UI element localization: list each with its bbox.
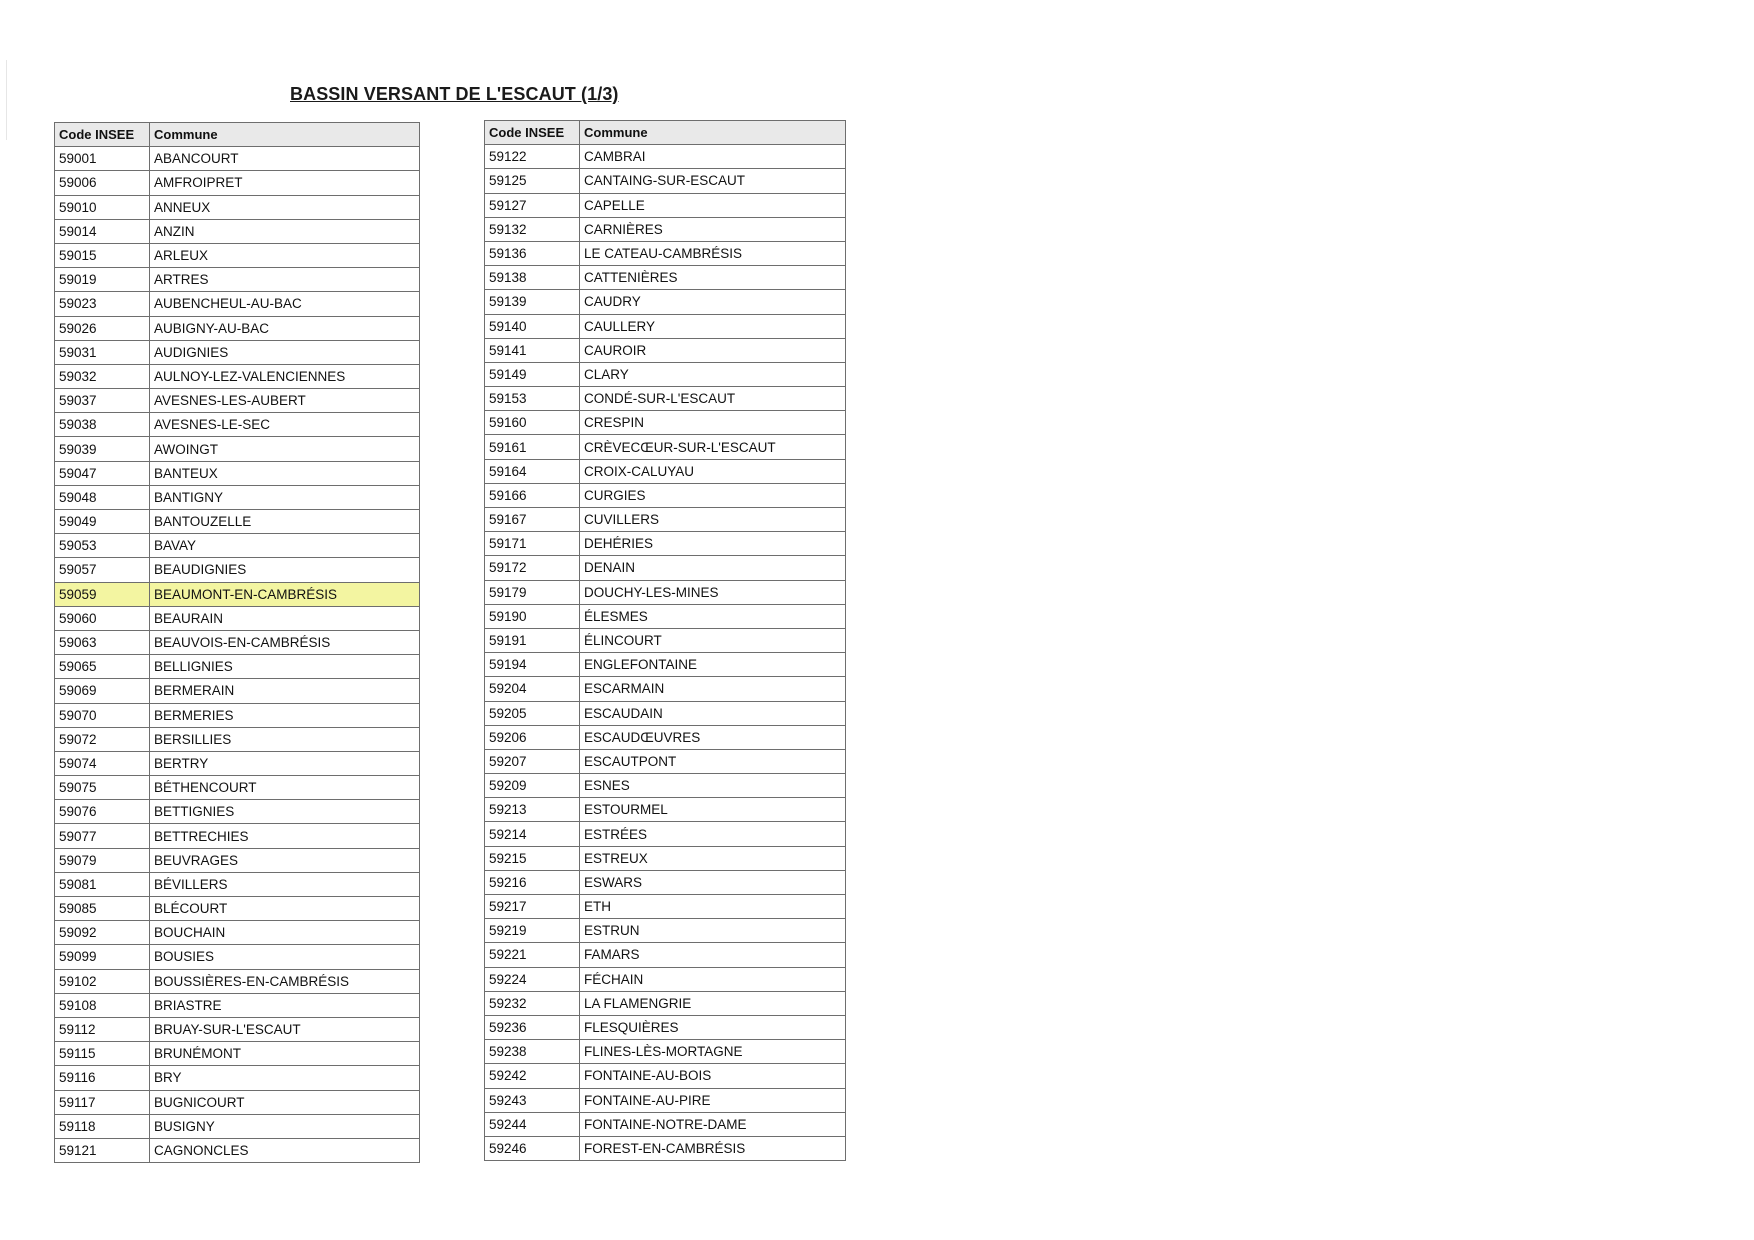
commune-cell: BUGNICOURT [150, 1090, 420, 1114]
table-row [485, 314, 846, 338]
code-insee-cell: 59141 [485, 338, 580, 362]
commune-cell: ESWARS [580, 870, 846, 894]
table-row [55, 292, 420, 316]
commune-cell: BOUCHAIN [150, 921, 420, 945]
table-row [55, 147, 420, 171]
code-insee-cell: 59216 [485, 870, 580, 894]
code-insee-cell: 59209 [485, 774, 580, 798]
code-insee-cell: 59015 [55, 243, 150, 267]
commune-cell: CANTAING-SUR-ESCAUT [580, 169, 846, 193]
table-row [485, 145, 846, 169]
commune-cell: AUBIGNY-AU-BAC [150, 316, 420, 340]
commune-cell: BERMERIES [150, 703, 420, 727]
code-insee-cell: 59166 [485, 483, 580, 507]
commune-cell: AULNOY-LEZ-VALENCIENNES [150, 364, 420, 388]
table-row [55, 1066, 420, 1090]
table-row [55, 655, 420, 679]
table-row [485, 217, 846, 241]
code-insee-cell: 59069 [55, 679, 150, 703]
table-row [55, 824, 420, 848]
commune-cell: BEUVRAGES [150, 848, 420, 872]
scan-edge-mark [6, 60, 7, 140]
code-insee-cell: 59116 [55, 1066, 150, 1090]
commune-cell: BERTRY [150, 751, 420, 775]
commune-cell: AVESNES-LE-SEC [150, 413, 420, 437]
table-row [55, 993, 420, 1017]
code-insee-cell: 59074 [55, 751, 150, 775]
table-row [485, 967, 846, 991]
table-row [485, 459, 846, 483]
code-insee-cell: 59117 [55, 1090, 150, 1114]
commune-cell: AMFROIPRET [150, 171, 420, 195]
commune-cell: BRUNÉMONT [150, 1042, 420, 1066]
commune-cell: BELLIGNIES [150, 655, 420, 679]
commune-cell: BUSIGNY [150, 1114, 420, 1138]
commune-cell: BERSILLIES [150, 727, 420, 751]
table-row [55, 461, 420, 485]
commune-cell: AUBENCHEUL-AU-BAC [150, 292, 420, 316]
commune-cell: CRÈVECŒUR-SUR-L'ESCAUT [580, 435, 846, 459]
commune-cell: ESCAUDŒUVRES [580, 725, 846, 749]
code-insee-cell: 59164 [485, 459, 580, 483]
table-row [485, 774, 846, 798]
table-row [485, 580, 846, 604]
commune-cell: BEAURAIN [150, 606, 420, 630]
communes-table-right [484, 120, 846, 1161]
code-insee-cell: 59065 [55, 655, 150, 679]
table-row [55, 1042, 420, 1066]
commune-cell: BOUSIES [150, 945, 420, 969]
commune-cell: CAGNONCLES [150, 1138, 420, 1162]
commune-cell: AWOINGT [150, 437, 420, 461]
table-row [485, 556, 846, 580]
code-insee-cell: 59047 [55, 461, 150, 485]
table-row [485, 870, 846, 894]
commune-cell: BANTIGNY [150, 485, 420, 509]
code-insee-cell: 59006 [55, 171, 150, 195]
code-insee-cell: 59149 [485, 362, 580, 386]
commune-cell: CARNIÈRES [580, 217, 846, 241]
commune-cell: DENAIN [580, 556, 846, 580]
commune-cell: FONTAINE-NOTRE-DAME [580, 1112, 846, 1136]
table-row [55, 437, 420, 461]
code-insee-cell: 59171 [485, 532, 580, 556]
commune-cell: BLÉCOURT [150, 897, 420, 921]
commune-cell: BANTEUX [150, 461, 420, 485]
commune-cell: CURGIES [580, 483, 846, 507]
table-row [55, 268, 420, 292]
commune-cell: ESTRÉES [580, 822, 846, 846]
code-insee-cell: 59115 [55, 1042, 150, 1066]
commune-cell: ESTREUX [580, 846, 846, 870]
table-row [55, 800, 420, 824]
commune-cell: ETH [580, 895, 846, 919]
code-insee-cell: 59172 [485, 556, 580, 580]
code-insee-cell: 59140 [485, 314, 580, 338]
communes-table-left-body [55, 147, 420, 1163]
table-row [485, 749, 846, 773]
code-insee-cell: 59167 [485, 508, 580, 532]
code-insee-cell: 59081 [55, 872, 150, 896]
code-insee-cell: 59213 [485, 798, 580, 822]
table-row [55, 848, 420, 872]
code-insee-cell: 59060 [55, 606, 150, 630]
table-row [55, 1114, 420, 1138]
code-insee-cell: 59127 [485, 193, 580, 217]
communes-table-left [54, 122, 420, 1163]
commune-cell: CLARY [580, 362, 846, 386]
code-insee-cell: 59014 [55, 219, 150, 243]
code-insee-cell: 59010 [55, 195, 150, 219]
code-insee-cell: 59112 [55, 1017, 150, 1041]
code-insee-cell: 59038 [55, 413, 150, 437]
commune-cell: BERMERAIN [150, 679, 420, 703]
commune-cell: ESCAUDAIN [580, 701, 846, 725]
commune-cell: ARLEUX [150, 243, 420, 267]
code-insee-cell: 59214 [485, 822, 580, 846]
page-title: BASSIN VERSANT DE L'ESCAUT (1/3) [290, 84, 619, 104]
table-row [485, 241, 846, 265]
code-insee-cell: 59238 [485, 1040, 580, 1064]
table-row [55, 727, 420, 751]
commune-cell: BRY [150, 1066, 420, 1090]
table-row [55, 945, 420, 969]
commune-cell: FLESQUIÈRES [580, 1015, 846, 1039]
table-header-row [485, 121, 846, 145]
commune-cell: CONDÉ-SUR-L'ESCAUT [580, 387, 846, 411]
table-row-highlighted [55, 582, 420, 606]
table-row [55, 510, 420, 534]
table-row [55, 703, 420, 727]
table-row [55, 969, 420, 993]
commune-cell: FLINES-LÈS-MORTAGNE [580, 1040, 846, 1064]
commune-cell: FÉCHAIN [580, 967, 846, 991]
table-row [485, 193, 846, 217]
table-row [485, 1015, 846, 1039]
commune-cell: ENGLEFONTAINE [580, 653, 846, 677]
commune-cell: CROIX-CALUYAU [580, 459, 846, 483]
commune-cell: BOUSSIÈRES-EN-CAMBRÉSIS [150, 969, 420, 993]
commune-cell: DEHÉRIES [580, 532, 846, 556]
code-insee-header: Code INSEE [55, 123, 150, 147]
code-insee-cell: 59246 [485, 1136, 580, 1160]
commune-cell: BETTIGNIES [150, 800, 420, 824]
code-insee-cell: 59161 [485, 435, 580, 459]
code-insee-cell: 59026 [55, 316, 150, 340]
code-insee-cell: 59217 [485, 895, 580, 919]
code-insee-cell: 59215 [485, 846, 580, 870]
commune-cell: ÉLINCOURT [580, 628, 846, 652]
table-row [55, 751, 420, 775]
table-row [485, 798, 846, 822]
commune-cell: CAPELLE [580, 193, 846, 217]
table-row [55, 921, 420, 945]
table-row [485, 895, 846, 919]
code-insee-cell: 59070 [55, 703, 150, 727]
commune-cell: BRIASTRE [150, 993, 420, 1017]
table-row [55, 897, 420, 921]
communes-table-right-body [485, 145, 846, 1161]
commune-cell: LA FLAMENGRIE [580, 991, 846, 1015]
code-insee-cell: 59037 [55, 389, 150, 413]
commune-cell: CRESPIN [580, 411, 846, 435]
code-insee-cell: 59206 [485, 725, 580, 749]
commune-cell: FAMARS [580, 943, 846, 967]
table-row [55, 1090, 420, 1114]
code-insee-cell: 59122 [485, 145, 580, 169]
table-row [55, 171, 420, 195]
code-insee-cell: 59232 [485, 991, 580, 1015]
table-header-row [55, 123, 420, 147]
table-row [485, 362, 846, 386]
code-insee-cell: 59132 [485, 217, 580, 241]
table-row [485, 991, 846, 1015]
code-insee-cell: 59092 [55, 921, 150, 945]
code-insee-cell: 59160 [485, 411, 580, 435]
commune-cell: ABANCOURT [150, 147, 420, 171]
table-row [485, 846, 846, 870]
code-insee-cell: 59108 [55, 993, 150, 1017]
table-row [55, 558, 420, 582]
table-row [485, 266, 846, 290]
code-insee-cell: 59179 [485, 580, 580, 604]
table-row [485, 411, 846, 435]
commune-cell: BETTRECHIES [150, 824, 420, 848]
table-row [55, 316, 420, 340]
code-insee-cell: 59023 [55, 292, 150, 316]
commune-cell: AUDIGNIES [150, 340, 420, 364]
code-insee-cell: 59243 [485, 1088, 580, 1112]
table-row [485, 822, 846, 846]
table-row [485, 532, 846, 556]
code-insee-cell: 59057 [55, 558, 150, 582]
table-row [55, 606, 420, 630]
commune-cell: BEAUVOIS-EN-CAMBRÉSIS [150, 630, 420, 654]
code-insee-header: Code INSEE [485, 121, 580, 145]
table-row [485, 483, 846, 507]
table-row [55, 413, 420, 437]
commune-cell: CAMBRAI [580, 145, 846, 169]
code-insee-cell: 59075 [55, 776, 150, 800]
code-insee-cell: 59099 [55, 945, 150, 969]
commune-cell: ÉLESMES [580, 604, 846, 628]
table-row [485, 1040, 846, 1064]
table-row [485, 1088, 846, 1112]
code-insee-cell: 59191 [485, 628, 580, 652]
code-insee-cell: 59194 [485, 653, 580, 677]
table-row [485, 290, 846, 314]
table-row [485, 1112, 846, 1136]
code-insee-cell: 59138 [485, 266, 580, 290]
commune-cell: CAUDRY [580, 290, 846, 314]
code-insee-cell: 59085 [55, 897, 150, 921]
code-insee-cell: 59019 [55, 268, 150, 292]
code-insee-cell: 59032 [55, 364, 150, 388]
code-insee-cell: 59219 [485, 919, 580, 943]
commune-cell: FONTAINE-AU-BOIS [580, 1064, 846, 1088]
table-row [55, 776, 420, 800]
code-insee-cell: 59063 [55, 630, 150, 654]
commune-cell: BANTOUZELLE [150, 510, 420, 534]
commune-cell: CUVILLERS [580, 508, 846, 532]
commune-cell: BÉVILLERS [150, 872, 420, 896]
table-row [55, 364, 420, 388]
code-insee-cell: 59102 [55, 969, 150, 993]
code-insee-cell: 59053 [55, 534, 150, 558]
code-insee-cell: 59039 [55, 437, 150, 461]
table-row [485, 725, 846, 749]
commune-cell: ESNES [580, 774, 846, 798]
table-row [485, 653, 846, 677]
code-insee-cell: 59153 [485, 387, 580, 411]
table-row [55, 243, 420, 267]
commune-header: Commune [150, 123, 420, 147]
commune-cell: LE CATEAU-CAMBRÉSIS [580, 241, 846, 265]
commune-cell: ANNEUX [150, 195, 420, 219]
commune-cell: CAULLERY [580, 314, 846, 338]
table-row [485, 604, 846, 628]
code-insee-cell: 59049 [55, 510, 150, 534]
commune-cell: AVESNES-LES-AUBERT [150, 389, 420, 413]
code-insee-cell: 59190 [485, 604, 580, 628]
commune-cell: BEAUDIGNIES [150, 558, 420, 582]
table-row [485, 435, 846, 459]
code-insee-cell: 59221 [485, 943, 580, 967]
code-insee-cell: 59031 [55, 340, 150, 364]
commune-cell: BAVAY [150, 534, 420, 558]
table-row [485, 387, 846, 411]
commune-cell: DOUCHY-LES-MINES [580, 580, 846, 604]
table-row [485, 1064, 846, 1088]
commune-cell: ANZIN [150, 219, 420, 243]
code-insee-cell: 59072 [55, 727, 150, 751]
code-insee-cell: 59076 [55, 800, 150, 824]
table-row [485, 919, 846, 943]
table-row [55, 219, 420, 243]
code-insee-cell: 59139 [485, 290, 580, 314]
code-insee-cell: 59136 [485, 241, 580, 265]
code-insee-cell: 59001 [55, 147, 150, 171]
table-row [485, 338, 846, 362]
commune-cell: CATTENIÈRES [580, 266, 846, 290]
code-insee-cell: 59125 [485, 169, 580, 193]
code-insee-cell: 59236 [485, 1015, 580, 1039]
table-row [485, 677, 846, 701]
code-insee-cell: 59079 [55, 848, 150, 872]
table-row [55, 340, 420, 364]
code-insee-cell: 59242 [485, 1064, 580, 1088]
table-row [55, 195, 420, 219]
commune-cell: BÉTHENCOURT [150, 776, 420, 800]
commune-cell: ESTOURMEL [580, 798, 846, 822]
table-row [485, 1136, 846, 1160]
table-row [485, 628, 846, 652]
commune-cell: BEAUMONT-EN-CAMBRÉSIS [150, 582, 420, 606]
code-insee-cell: 59118 [55, 1114, 150, 1138]
commune-cell: ESTRUN [580, 919, 846, 943]
table-row [485, 701, 846, 725]
table-row [55, 1017, 420, 1041]
table-row [55, 679, 420, 703]
code-insee-cell: 59121 [55, 1138, 150, 1162]
table-row [55, 1138, 420, 1162]
commune-cell: BRUAY-SUR-L'ESCAUT [150, 1017, 420, 1041]
commune-cell: ARTRES [150, 268, 420, 292]
table-row [485, 169, 846, 193]
table-row [55, 872, 420, 896]
table-row [55, 630, 420, 654]
code-insee-cell: 59244 [485, 1112, 580, 1136]
commune-cell: FOREST-EN-CAMBRÉSIS [580, 1136, 846, 1160]
code-insee-cell: 59224 [485, 967, 580, 991]
table-row [55, 534, 420, 558]
table-row [55, 389, 420, 413]
code-insee-cell: 59048 [55, 485, 150, 509]
table-row [55, 485, 420, 509]
commune-cell: FONTAINE-AU-PIRE [580, 1088, 846, 1112]
table-row [485, 943, 846, 967]
commune-header: Commune [580, 121, 846, 145]
code-insee-cell: 59059 [55, 582, 150, 606]
table-row [485, 508, 846, 532]
code-insee-cell: 59077 [55, 824, 150, 848]
commune-cell: ESCAUTPONT [580, 749, 846, 773]
commune-cell: ESCARMAIN [580, 677, 846, 701]
code-insee-cell: 59205 [485, 701, 580, 725]
code-insee-cell: 59204 [485, 677, 580, 701]
commune-cell: CAUROIR [580, 338, 846, 362]
code-insee-cell: 59207 [485, 749, 580, 773]
